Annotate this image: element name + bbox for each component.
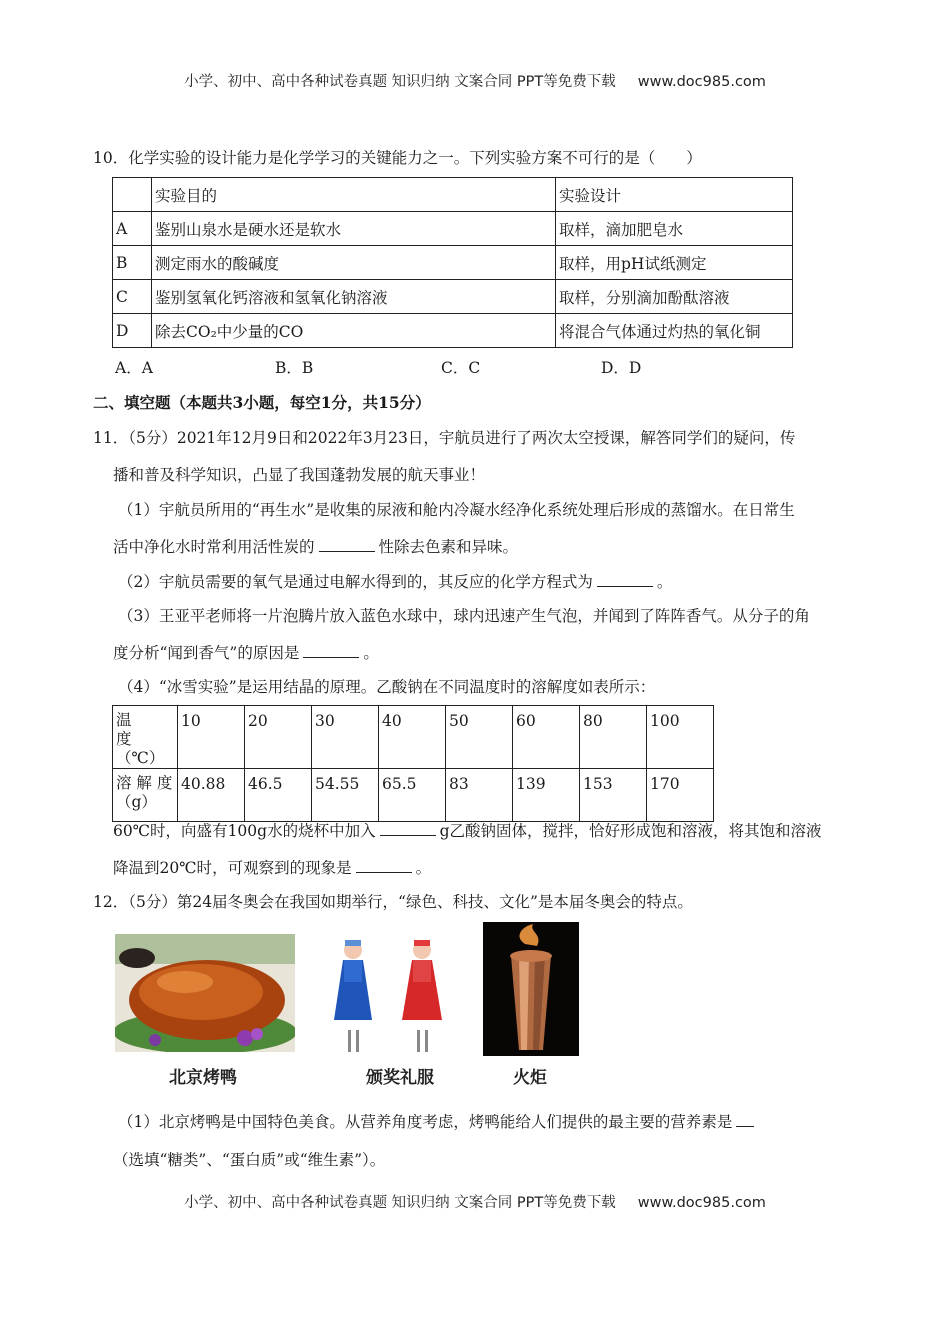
q12-stem: 12．（5分）第24届冬奥会在我国如期举行，“绿色、科技、文化”是本届冬奥会的特点。: [93, 893, 693, 911]
table-row: [113, 280, 793, 314]
q10-table: [112, 177, 793, 348]
q12-part1-line2: （选填“糖类”、“蛋白质”或“维生素”）。: [113, 1151, 386, 1169]
table-row: [113, 314, 793, 348]
q10-stem: 10．化学实验的设计能力是化学学习的关键能力之一。下列实验方案不可行的是（ ）: [93, 149, 702, 167]
table-row: [113, 246, 793, 280]
option-d[interactable]: D．D: [601, 359, 642, 377]
row-label: B: [113, 246, 152, 280]
answer-blank[interactable]: [736, 1114, 754, 1127]
temperature-cell: 100: [647, 706, 714, 769]
q11-stem-line1: 11．（5分）2021年12月9日和2022年3月23日，宇航员进行了两次太空授课，解答同学们的疑问，传: [93, 429, 796, 447]
answer-blank[interactable]: [303, 645, 359, 658]
row-label: D: [113, 314, 152, 348]
roast-duck-image: [115, 934, 295, 1052]
solubility-table: [112, 705, 714, 822]
footer-text: 小学、初中、高中各种试卷真题 知识归纳 文案合同 PPT等免费下载: [184, 1195, 616, 1211]
temperature-cell: 10: [178, 706, 245, 769]
q11-part4-line1: [113, 819, 822, 841]
temperature-cell: 20: [245, 706, 312, 769]
temperature-cell: 80: [580, 706, 647, 769]
header-url[interactable]: www.doc985.com: [637, 74, 766, 90]
table-row: [113, 212, 793, 246]
solubility-cell: 65.5: [379, 769, 446, 822]
temperature-label: 温 度 （℃）: [113, 706, 178, 769]
solubility-label: 溶 解 度 （g）: [113, 769, 178, 822]
temperature-cell: 50: [446, 706, 513, 769]
row-label: C: [113, 280, 152, 314]
header-text: 小学、初中、高中各种试卷真题 知识归纳 文案合同 PPT等免费下载: [184, 74, 616, 90]
q11-part3-text-b: 。: [363, 644, 379, 662]
q11-part3-line2: [113, 641, 379, 663]
q11-part1-text-a: 活中净化水时常利用活性炭的: [113, 538, 315, 556]
row-design: 取样，滴加肥皂水: [556, 212, 793, 246]
solubility-cell: 153: [580, 769, 647, 822]
answer-blank[interactable]: [319, 539, 375, 552]
footer-url[interactable]: www.doc985.com: [637, 1195, 766, 1211]
q11-part4-text-c: 降温到20℃时，可观察到的现象是: [113, 859, 352, 877]
row-purpose: 鉴别山泉水是硬水还是软水: [152, 212, 556, 246]
solubility-cell: 170: [647, 769, 714, 822]
award-uniforms-image: [318, 934, 458, 1058]
row-purpose: 测定雨水的酸碱度: [152, 246, 556, 280]
q12-part1-line1: [118, 1110, 758, 1132]
solubility-cell: 40.88: [178, 769, 245, 822]
row-label: A: [113, 212, 152, 246]
answer-blank[interactable]: [356, 860, 412, 873]
solubility-cell: 83: [446, 769, 513, 822]
temperature-row: [113, 706, 714, 769]
temperature-cell: 40: [379, 706, 446, 769]
table-header-cell: [113, 178, 152, 212]
q11-part4: （4）“冰雪实验”是运用结晶的原理。乙酸钠在不同温度时的溶解度如表所示：: [118, 678, 656, 696]
temperature-cell: 30: [312, 706, 379, 769]
page-header: [0, 70, 950, 91]
temperature-cell: 60: [513, 706, 580, 769]
caption-roast-duck: 北京烤鸭: [169, 1068, 237, 1088]
q11-part4-text-d: 。: [415, 859, 432, 877]
q12-part1-text: （1）北京烤鸭是中国特色美食。从营养角度考虑，烤鸭能给人们提供的最主要的营养素是: [118, 1113, 733, 1131]
option-b[interactable]: B．B: [275, 359, 314, 377]
table-header-cell: 实验设计: [556, 178, 793, 212]
table-header-row: [113, 178, 793, 212]
option-a[interactable]: A．A: [115, 359, 153, 377]
row-design: 将混合气体通过灼热的氧化铜: [556, 314, 793, 348]
answer-blank[interactable]: [597, 574, 653, 587]
section-title: 二、填空题（本题共3小题，每空1分，共15分）: [93, 393, 431, 412]
q11-part2: [118, 570, 672, 592]
solubility-row: [113, 769, 714, 822]
row-purpose: 除去CO₂中少量的CO: [152, 314, 556, 348]
table-header-cell: 实验目的: [152, 178, 556, 212]
q11-part2-text-b: 。: [656, 573, 673, 591]
q11-part3-line1: （3）王亚平老师将一片泡腾片放入蓝色水球中，球内迅速产生气泡，并闻到了阵阵香气。从分子的角: [118, 607, 810, 625]
solubility-cell: 139: [513, 769, 580, 822]
row-purpose: 鉴别氢氧化钙溶液和氢氧化钠溶液: [152, 280, 556, 314]
q11-part3-text-a: 度分析“闻到香气”的原因是: [113, 644, 300, 662]
q11-stem-line2: 播和普及科学知识，凸显了我国蓬勃发展的航天事业！: [113, 466, 486, 484]
q11-part4-line2: [113, 856, 431, 878]
q11-part2-text-a: （2）宇航员需要的氧气是通过电解水得到的，其反应的化学方程式为: [118, 573, 593, 591]
answer-blank[interactable]: [380, 823, 436, 836]
solubility-cell: 46.5: [245, 769, 312, 822]
solubility-cell: 54.55: [312, 769, 379, 822]
caption-torch: 火炬: [513, 1068, 547, 1088]
q11-part1-line2: [113, 535, 518, 557]
q11-part1-text-b: 性除去色素和异味。: [378, 538, 519, 556]
q11-part4-text-b: g乙酸钠固体，搅拌，恰好形成饱和溶液，将其饱和溶液: [439, 822, 822, 840]
row-design: 取样，分别滴加酚酞溶液: [556, 280, 793, 314]
row-design: 取样，用pH试纸测定: [556, 246, 793, 280]
page-footer: [0, 1191, 950, 1212]
torch-image: [483, 922, 579, 1056]
option-c[interactable]: C．C: [441, 359, 481, 377]
q11-part4-text-a: 60℃时，向盛有100g水的烧杯中加入: [113, 822, 376, 840]
caption-award-uniforms: 颁奖礼服: [366, 1068, 434, 1088]
q10-options: [115, 356, 641, 378]
q11-part1-line1: （1）宇航员所用的“再生水”是收集的尿液和舱内冷凝水经净化系统处理后形成的蒸馏水。在日常生: [118, 501, 795, 519]
